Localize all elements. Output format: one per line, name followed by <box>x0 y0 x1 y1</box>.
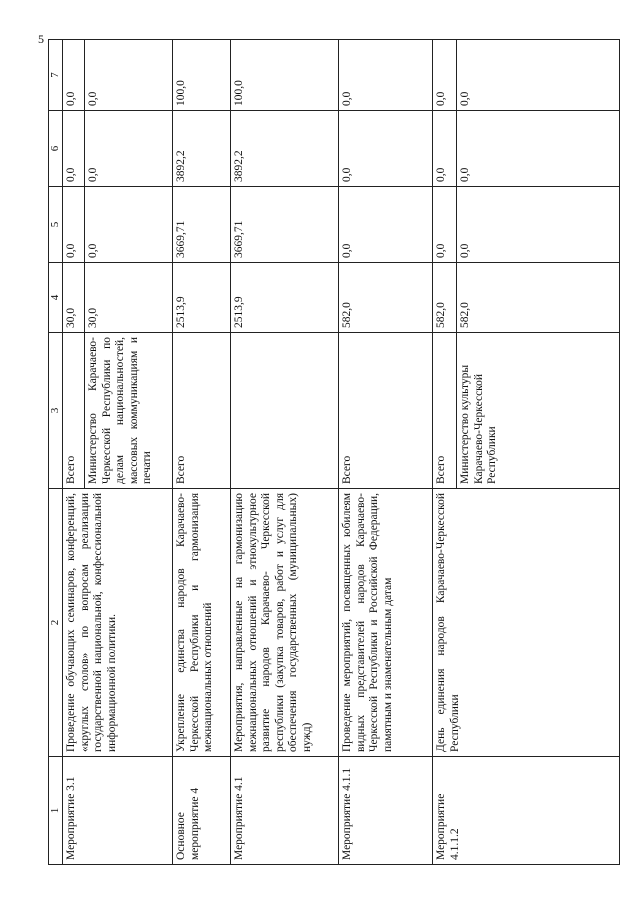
value-cell: 0,0 <box>84 187 172 263</box>
value-cell: 582,0 <box>456 263 619 333</box>
header-cell: 4 <box>49 263 63 333</box>
value-cell: 0,0 <box>432 40 456 111</box>
executor-cell: Министерство Карачаево-Черкесской Республики по делам национальностей, массовых коммуникациям и печати <box>84 333 172 489</box>
value-cell: 582,0 <box>338 263 432 333</box>
header-cell: 3 <box>49 333 63 489</box>
value-cell: 0,0 <box>338 40 432 111</box>
header-cell: 1 <box>49 757 63 865</box>
header-row <box>49 40 63 865</box>
value-cell: 0,0 <box>62 187 84 263</box>
value-cell: 30,0 <box>84 263 172 333</box>
value-cell: 3892,2 <box>172 111 230 187</box>
activity-description: Проведение мероприятий, посвященных юбилеям видных представителей народов Карачаево-Черкесской Республики и Российской Федерации, памятным и знаменательным датам <box>338 489 432 757</box>
document-sheet <box>48 40 620 865</box>
table-row <box>62 40 84 865</box>
table-row <box>230 40 338 865</box>
value-cell: 0,0 <box>338 111 432 187</box>
value-cell: 3669,71 <box>172 187 230 263</box>
activity-code: Мероприятие 4.1.1 <box>338 757 432 865</box>
executor-cell: Всего <box>432 333 456 489</box>
activity-code: Мероприятие 3.1 <box>62 757 172 865</box>
value-cell: 2513,9 <box>172 263 230 333</box>
value-cell: 0,0 <box>62 40 84 111</box>
executor-cell: Всего <box>338 333 432 489</box>
value-cell: 0,0 <box>432 187 456 263</box>
activity-description: День единения народов Карачаево-Черкесской Республики <box>432 489 619 757</box>
header-cell: 7 <box>49 40 63 111</box>
value-cell: 0,0 <box>456 111 619 187</box>
value-cell: 100,0 <box>230 40 338 111</box>
value-cell: 582,0 <box>432 263 456 333</box>
table-row <box>432 40 456 865</box>
value-cell: 3669,71 <box>230 187 338 263</box>
value-cell: 0,0 <box>456 187 619 263</box>
value-cell: 0,0 <box>456 40 619 111</box>
value-cell: 0,0 <box>62 111 84 187</box>
executor-cell: Министерство культуры Карачаево-Черкесской Республики <box>456 333 619 489</box>
table-row <box>172 40 230 865</box>
page-number: 5 <box>38 32 44 46</box>
value-cell: 0,0 <box>84 111 172 187</box>
activity-code: Основное мероприятие 4 <box>172 757 230 865</box>
program-activities-table <box>48 39 620 865</box>
activity-code: Мероприятие 4.1 <box>230 757 338 865</box>
activity-description: Мероприятия, направленные на гармонизацию межнациональных отношений и этнокультурное развитие народов Карачаево- Черкесской республики (закупка товаров, работ и услуг для обеспечения государственных (муниципальных) нужд) <box>230 489 338 757</box>
executor-cell: Всего <box>172 333 230 489</box>
header-cell: 6 <box>49 111 63 187</box>
activity-code: Мероприятие 4.1.1.2 <box>432 757 619 865</box>
rotated-table-wrapper <box>48 40 620 865</box>
value-cell: 3892,2 <box>230 111 338 187</box>
value-cell: 0,0 <box>338 187 432 263</box>
table-row <box>338 40 432 865</box>
executor-cell <box>230 333 338 489</box>
value-cell: 30,0 <box>62 263 84 333</box>
executor-cell: Всего <box>62 333 84 489</box>
activity-description: Укрепление единства народов Карачаево-Черкесской Республики и гармонизация межнациональных отношений <box>172 489 230 757</box>
value-cell: 100,0 <box>172 40 230 111</box>
value-cell: 0,0 <box>432 111 456 187</box>
header-cell: 2 <box>49 489 63 757</box>
value-cell: 0,0 <box>84 40 172 111</box>
value-cell: 2513,9 <box>230 263 338 333</box>
activity-description: Проведение обучающих семинаров, конференций, «круглых столов» по вопросам реализации государственной национальной, конфессиональной информационной политики. <box>62 489 172 757</box>
header-cell: 5 <box>49 187 63 263</box>
